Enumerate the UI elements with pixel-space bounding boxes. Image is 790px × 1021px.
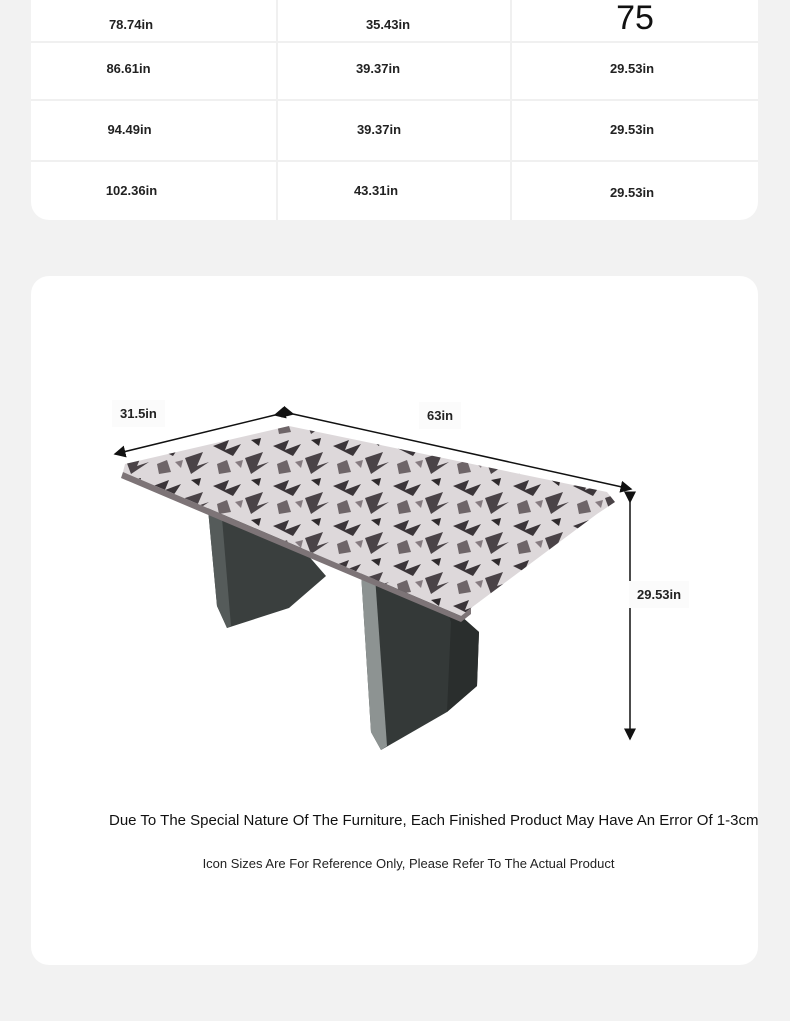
table-cell-width: 43.31in — [353, 183, 399, 198]
table-cell-length: 102.36in — [105, 183, 158, 198]
table-row — [31, 0, 758, 43]
length-label: 63in — [419, 402, 461, 429]
table-cell-width: 39.37in — [356, 122, 402, 137]
table-cell-width: 39.37in — [355, 61, 401, 76]
table-cell-width: 35.43in — [365, 17, 411, 32]
table-row — [31, 99, 758, 162]
dimensions-card — [31, 276, 758, 965]
table-cell-height: 29.53in — [609, 122, 655, 137]
table-cell-length: 94.49in — [107, 122, 152, 137]
table-cell-height: 75 — [616, 0, 654, 37]
table-cell-length: 86.61in — [106, 61, 151, 76]
error-tolerance-note: Due To The Special Nature Of The Furniture, Each Finished Product May Have An Error Of 1-3cm — [109, 812, 758, 829]
height-label: 29.53in — [629, 581, 689, 608]
table-cell-length: 78.74in — [108, 17, 154, 32]
table-cell-height: 29.53in — [609, 61, 655, 76]
table-row — [31, 38, 758, 101]
table-cell-height: 29.53in — [609, 185, 655, 200]
reference-note: Icon Sizes Are For Reference Only, Please Refer To The Actual Product — [202, 856, 615, 871]
table-row — [31, 160, 758, 220]
size-table-card — [31, 0, 758, 220]
depth-label: 31.5in — [112, 400, 165, 427]
